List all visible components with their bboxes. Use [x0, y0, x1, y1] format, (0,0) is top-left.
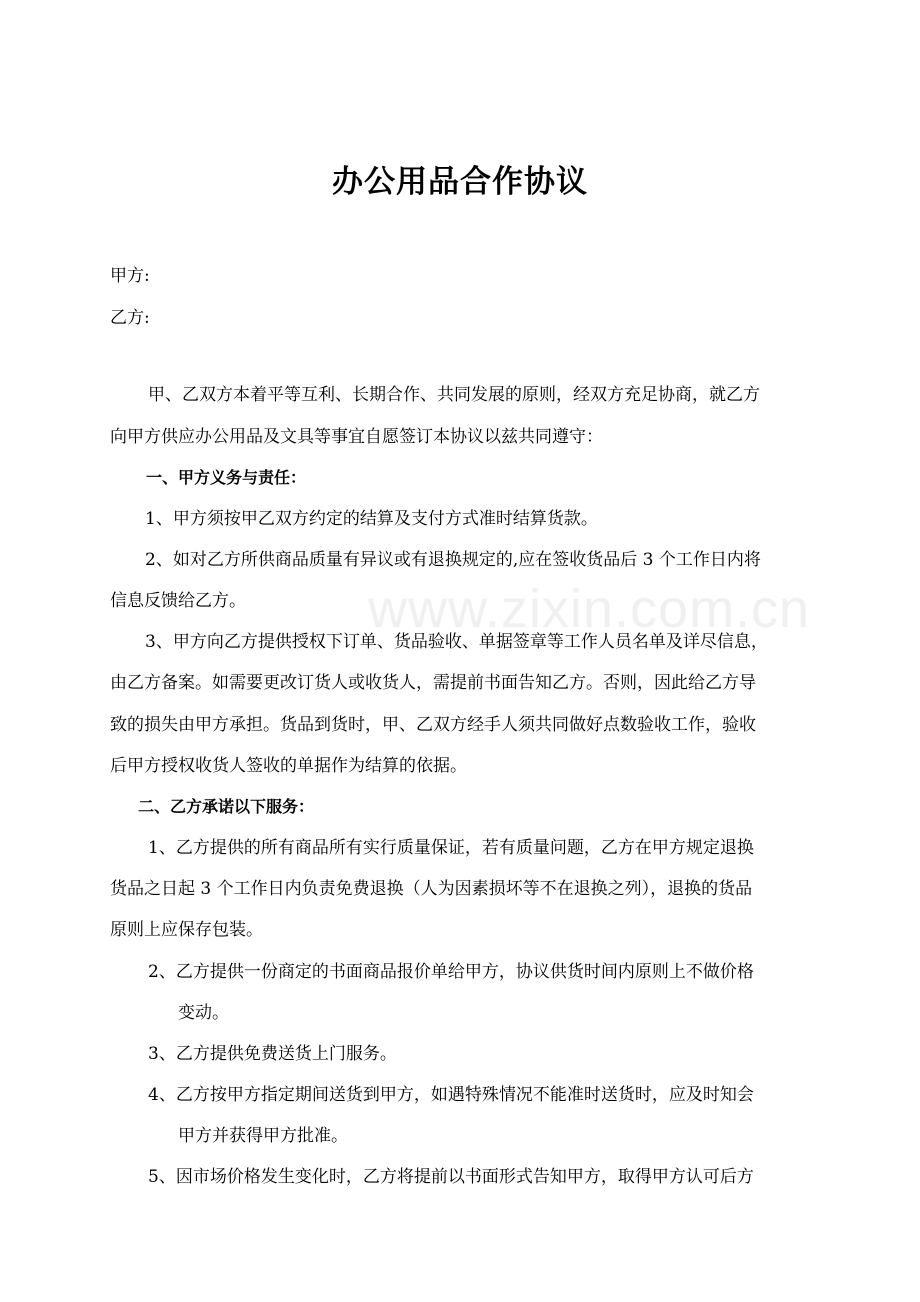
- section-2-heading: 二、乙方承诺以下服务：: [138, 797, 315, 816]
- intro-line-2: 向甲方供应办公用品及文具等事宜自愿签订本协议以兹共同遵守：: [110, 427, 603, 447]
- section-2-item-1-line-2: 货品之日起 3 个工作日内负责免费退换（人为因素损坏等不在退换之列），退换的货品: [110, 879, 753, 899]
- section-1-item-1: 1、甲方须按甲乙双方约定的结算及支付方式准时结算货款。: [145, 509, 598, 529]
- section-1-item-3-line-4: 后甲方授权收货人签收的单据作为结算的依据。: [110, 756, 467, 776]
- section-2-item-2-line-1: 2、乙方提供一份商定的书面商品报价单给甲方，协议供货时间内原则上不做价格: [148, 962, 754, 982]
- section-1-heading: 一、甲方义务与责任：: [146, 468, 307, 487]
- section-1-item-2-line-1: 2、如对乙方所供商品质量有异议或有退换规定的,应在签收货品后 3 个工作日内将: [145, 550, 761, 570]
- section-1-item-2-line-2: 信息反馈给乙方。: [110, 591, 246, 611]
- watermark: www.zixin.com.cn: [368, 579, 811, 639]
- section-2-item-4-line-1: 4、乙方按甲方指定期间送货到甲方，如遇特殊情况不能准时送货时，应及时知会: [148, 1085, 754, 1105]
- party-a-label: 甲方:: [110, 266, 150, 286]
- section-2-item-2-line-2: 变动。: [178, 1003, 229, 1023]
- section-1-item-3-line-1: 3、甲方向乙方提供授权下订单、货品验收、单据签章等工作人员名单及详尽信息，: [145, 632, 768, 652]
- section-2-item-4-line-2: 甲方并获得甲方批准。: [178, 1126, 348, 1146]
- party-b-label: 乙方:: [110, 308, 150, 328]
- section-2-item-1-line-1: 1、乙方提供的所有商品所有实行质量保证，若有质量问题，乙方在甲方规定退换: [148, 838, 754, 858]
- section-2-item-5-line-1: 5、因市场价格发生变化时，乙方将提前以书面形式告知甲方，取得甲方认可后方: [148, 1167, 754, 1187]
- document-title: 办公用品合作协议: [332, 164, 588, 200]
- section-2-item-3: 3、乙方提供免费送货上门服务。: [148, 1044, 397, 1064]
- intro-line-1: 甲、乙双方本着平等互利、长期合作、共同发展的原则，经双方充足协商，就乙方: [148, 385, 760, 405]
- section-1-item-3-line-2: 由乙方备案。如需要更改订货人或收货人，需提前书面告知乙方。否则，因此给乙方导: [110, 673, 756, 693]
- section-2-item-1-line-3: 原则上应保存包装。: [110, 920, 263, 940]
- section-1-item-3-line-3: 致的损失由甲方承担。货品到货时，甲、乙双方经手人须共同做好点数验收工作，验收: [110, 715, 756, 735]
